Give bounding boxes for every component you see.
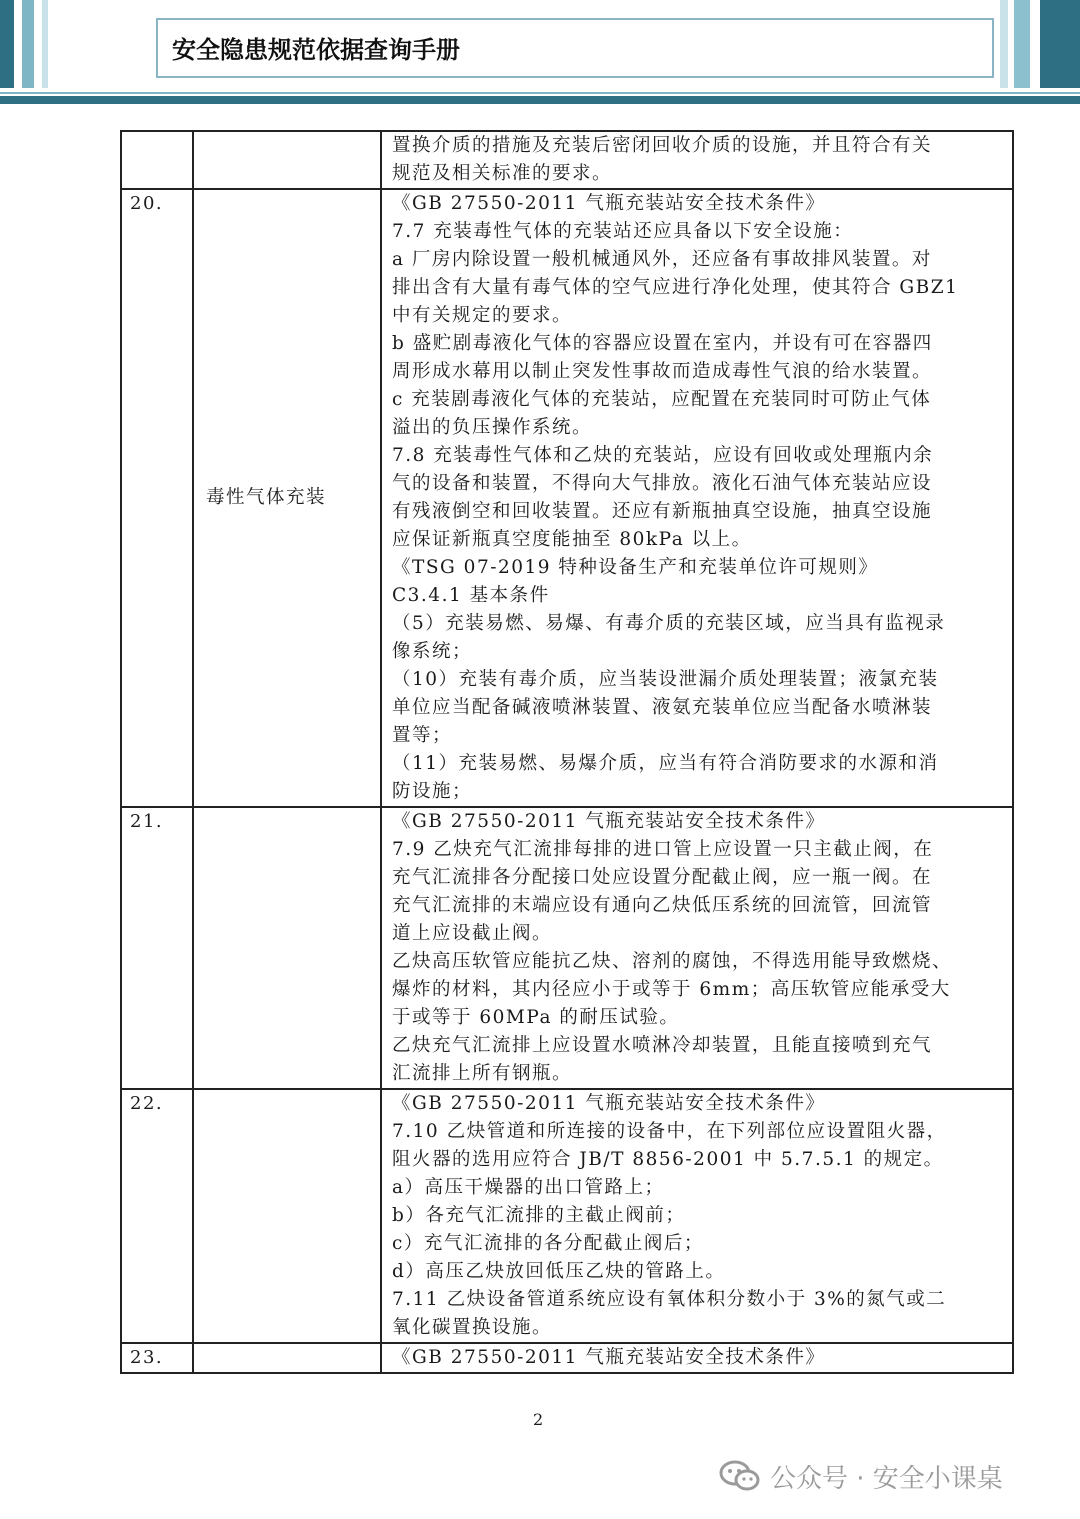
requirement-line: 于或等于 60MPa 的耐压试验。 [392, 1007, 680, 1028]
requirement-line: 《GB 27550-2011 气瓶充装站安全技术条件》 [392, 1093, 826, 1114]
row-number-text: 21. [130, 811, 164, 832]
requirement-line: a 厂房内除设置一般机械通风外，还应备有事故排风装置。对 [392, 249, 932, 270]
requirement-line: 7.8 充装毒性气体和乙炔的充装站，应设有回收或处理瓶内余 [392, 445, 934, 466]
requirement-line: 充气汇流排各分配接口处应设置分配截止阀，应一瓶一阀。在 [392, 867, 933, 888]
requirement-line: c）充气汇流排的各分配截止阀后； [392, 1233, 704, 1254]
table-row [121, 807, 1013, 1089]
row-item [193, 1343, 381, 1373]
requirement-line: 气的设备和装置，不得向大气排放。液化石油气体充装站应设 [392, 473, 933, 494]
requirement-line: 《GB 27550-2011 气瓶充装站安全技术条件》 [392, 811, 826, 832]
requirement-line: C3.4.1 基本条件 [392, 585, 550, 606]
table-row [121, 1343, 1013, 1373]
requirement-line: 道上应设截止阀。 [392, 923, 553, 944]
requirement-line: 乙炔高压软管应能抗乙炔、溶剂的腐蚀，不得选用能导致燃烧、 [392, 951, 953, 972]
header-rule [0, 96, 1080, 104]
requirement-line: 氧化碳置换设施。 [392, 1317, 553, 1338]
requirement-line: d）高压乙炔放回低压乙炔的管路上。 [392, 1261, 726, 1282]
requirement-line: 《GB 27550-2011 气瓶充装站安全技术条件》 [392, 1347, 826, 1368]
requirement-line: b）各充气汇流排的主截止阀前； [392, 1205, 686, 1226]
requirement-line: 置等； [392, 725, 453, 746]
row-item [193, 189, 381, 807]
table-row [121, 189, 1013, 807]
requirement-line: 中有关规定的要求。 [392, 305, 573, 326]
row-requirement [381, 131, 1013, 189]
watermark [718, 1454, 1003, 1498]
requirement-line: c 充装剧毒液化气体的充装站，应配置在充装同时可防止气体 [392, 389, 932, 410]
header-rule [0, 92, 1080, 94]
requirement-line: 规范及相关标准的要求。 [392, 163, 613, 184]
row-requirement [381, 1089, 1013, 1343]
row-item-text: 毒性气体充装 [206, 487, 327, 508]
row-number [121, 1089, 193, 1343]
header-stripe [22, 0, 34, 88]
row-number [121, 807, 193, 1089]
regulation-table [120, 130, 1014, 1374]
row-number [121, 189, 193, 807]
title-box [156, 18, 994, 78]
wechat-icon [718, 1458, 762, 1494]
requirement-line: 阻火器的选用应符合 JB/T 8856-2001 中 5.7.5.1 的规定。 [392, 1149, 944, 1170]
requirement-line: 7.7 充装毒性气体的充装站还应具备以下安全设施： [392, 221, 854, 242]
requirement-line: 应保证新瓶真空度能抽至 80kPa 以上。 [392, 529, 752, 550]
watermark-text: 公众号 · 安全小课桌 [770, 1463, 1003, 1494]
requirement-line: 7.10 乙炔管道和所连接的设备中，在下列部位应设置阻火器， [392, 1121, 947, 1142]
row-number-text: 22. [130, 1093, 164, 1114]
row-requirement [381, 189, 1013, 807]
requirement-line: 像系统； [392, 641, 473, 662]
requirement-line: 防设施； [392, 781, 473, 802]
requirement-line: b 盛贮剧毒液化气体的容器应设置在室内，并设有可在容器四 [392, 333, 933, 354]
requirement-line: 排出含有大量有毒气体的空气应进行净化处理，使其符合 GBZ1 [392, 277, 959, 298]
requirement-line: （11）充装易燃、易爆介质，应当有符合消防要求的水源和消 [392, 753, 939, 774]
table-row [121, 1089, 1013, 1343]
table-row [121, 131, 1013, 189]
row-requirement [381, 1343, 1013, 1373]
requirement-line: 7.11 乙炔设备管道系统应设有氧体积分数小于 3%的氮气或二 [392, 1289, 947, 1310]
requirement-line: a）高压干燥器的出口管路上； [392, 1177, 665, 1198]
page-number: 2 [533, 1410, 544, 1429]
row-number-text: 23. [130, 1347, 164, 1368]
header-stripe [0, 0, 14, 88]
row-number [121, 131, 193, 189]
requirement-line: 《TSG 07-2019 特种设备生产和充装单位许可规则》 [392, 557, 879, 578]
requirement-line: 溢出的负压操作系统。 [392, 417, 593, 438]
header-stripe [1014, 0, 1030, 88]
requirement-line: 爆炸的材料，其内径应小于或等于 6mm；高压软管应能承受大 [392, 979, 951, 1000]
row-item [193, 807, 381, 1089]
row-item [193, 131, 381, 189]
requirement-line: 汇流排上所有钢瓶。 [392, 1063, 573, 1084]
requirement-line: 《GB 27550-2011 气瓶充装站安全技术条件》 [392, 193, 826, 214]
row-number-text: 20. [130, 193, 164, 214]
header-stripe [42, 0, 48, 88]
page-title: 安全隐患规范依据查询手册 [172, 36, 460, 64]
row-requirement [381, 807, 1013, 1089]
row-number [121, 1343, 193, 1373]
requirement-line: 单位应当配备碱液喷淋装置、液氨充装单位应当配备水喷淋装 [392, 697, 933, 718]
requirement-line: 乙炔充气汇流排上应设置水喷淋冷却装置，且能直接喷到充气 [392, 1035, 933, 1056]
requirement-line: 周形成水幕用以制止突发性事故而造成毒性气浪的给水装置。 [392, 361, 933, 382]
requirement-line: （5）充装易燃、易爆、有毒介质的充装区域，应当具有监视录 [392, 613, 946, 634]
requirement-line: 有残液倒空和回收装置。还应有新瓶抽真空设施，抽真空设施 [392, 501, 933, 522]
requirement-line: 置换介质的措施及充装后密闭回收介质的设施，并且符合有关 [392, 135, 933, 156]
requirement-line: 充气汇流排的末端应设有通向乙炔低压系统的回流管，回流管 [392, 895, 933, 916]
requirement-line: 7.9 乙炔充气汇流排每排的进口管上应设置一只主截止阀，在 [392, 839, 934, 860]
header-stripe [1040, 0, 1080, 88]
row-item [193, 1089, 381, 1343]
requirement-line: （10）充装有毒介质，应当装设泄漏介质处理装置；液氯充装 [392, 669, 939, 690]
header-stripe [1000, 0, 1008, 88]
